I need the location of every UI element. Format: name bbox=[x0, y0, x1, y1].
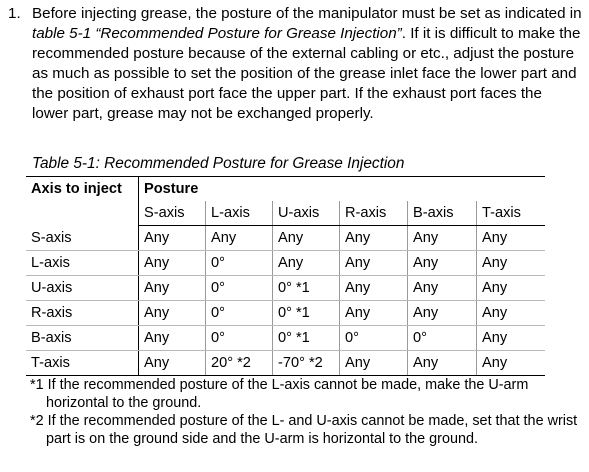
table-cell: Any bbox=[477, 251, 545, 276]
step-text-body: . If it is difficult to make the recommended posture because of the external cabling or etc., adjust the posture as much as possible to set the position of the grease inlet face the lower part and the position of exhaust port face the upper part. If the exhaust port faces the lower part, grease may not be exchanged properly. bbox=[32, 25, 581, 122]
table-cell: Any bbox=[340, 301, 408, 326]
table-cell: Any bbox=[139, 226, 206, 251]
table-row bbox=[26, 326, 545, 351]
table-cell: 0° bbox=[206, 326, 273, 351]
column-header: T-axis bbox=[477, 201, 545, 226]
table-cell: Any bbox=[477, 326, 545, 351]
posture-table bbox=[26, 176, 545, 376]
column-header: U-axis bbox=[273, 201, 340, 226]
table-row bbox=[26, 301, 545, 326]
row-axis-label: R-axis bbox=[26, 301, 139, 326]
table-cell: Any bbox=[206, 226, 273, 251]
footnote: *2 If the recommended posture of the L- and U-axis cannot be made, set that the wrist part is on the ground side and the U-arm is horizontal to the ground. bbox=[30, 413, 578, 447]
table-cell: Any bbox=[477, 226, 545, 251]
table-cell: Any bbox=[139, 326, 206, 351]
table-footnotes bbox=[30, 376, 585, 448]
step-number: 1. bbox=[8, 5, 21, 22]
table-cell: Any bbox=[408, 251, 477, 276]
row-axis-label: T-axis bbox=[26, 351, 139, 376]
table-cell: Any bbox=[340, 276, 408, 301]
column-header: B-axis bbox=[408, 201, 477, 226]
table-header-row bbox=[26, 177, 545, 202]
table-cell: Any bbox=[273, 226, 340, 251]
table-cell: Any bbox=[139, 251, 206, 276]
subheader-empty bbox=[26, 201, 139, 226]
table-cell: -70° *2 bbox=[273, 351, 340, 376]
table-cell: 0° bbox=[408, 326, 477, 351]
table-cell: 0° bbox=[206, 251, 273, 276]
table-subheader-row bbox=[26, 201, 545, 226]
table-cell: Any bbox=[139, 351, 206, 376]
table-cell: 0° *1 bbox=[273, 326, 340, 351]
step-text bbox=[32, 4, 582, 124]
table-cell: Any bbox=[139, 276, 206, 301]
footnote: *1 If the recommended posture of the L-axis cannot be made, make the U-arm horizontal to the ground. bbox=[30, 377, 529, 411]
table-row bbox=[26, 226, 545, 251]
table-cell: Any bbox=[477, 351, 545, 376]
row-axis-label: S-axis bbox=[26, 226, 139, 251]
table-cell: 0° *1 bbox=[273, 276, 340, 301]
table-cell: 0° *1 bbox=[273, 301, 340, 326]
table-cell: Any bbox=[273, 251, 340, 276]
column-header: S-axis bbox=[139, 201, 206, 226]
table-reference: table 5-1 “Recommended Posture for Grease Injection” bbox=[32, 25, 402, 42]
table-cell: Any bbox=[340, 226, 408, 251]
step-text-intro: Before injecting grease, the posture of the manipulator must be set as indicated in bbox=[32, 5, 582, 22]
row-axis-label: B-axis bbox=[26, 326, 139, 351]
column-header: R-axis bbox=[340, 201, 408, 226]
table-cell: 20° *2 bbox=[206, 351, 273, 376]
table-cell: 0° bbox=[206, 276, 273, 301]
table-cell: Any bbox=[139, 301, 206, 326]
table-cell: Any bbox=[340, 251, 408, 276]
table-row bbox=[26, 251, 545, 276]
header-posture: Posture bbox=[139, 177, 545, 202]
row-axis-label: L-axis bbox=[26, 251, 139, 276]
table-caption: Table 5-1: Recommended Posture for Grease Injection bbox=[32, 155, 405, 172]
table-cell: Any bbox=[340, 351, 408, 376]
row-axis-label: U-axis bbox=[26, 276, 139, 301]
table-cell: 0° bbox=[340, 326, 408, 351]
table-cell: Any bbox=[477, 276, 545, 301]
table-cell: 0° bbox=[206, 301, 273, 326]
column-header: L-axis bbox=[206, 201, 273, 226]
table-row bbox=[26, 351, 545, 376]
table-cell: Any bbox=[477, 301, 545, 326]
header-axis-to-inject: Axis to inject bbox=[26, 177, 139, 202]
table-row bbox=[26, 276, 545, 301]
table-cell: Any bbox=[408, 226, 477, 251]
instruction-step bbox=[8, 4, 583, 124]
table-cell: Any bbox=[408, 351, 477, 376]
table-cell: Any bbox=[408, 301, 477, 326]
table-cell: Any bbox=[408, 276, 477, 301]
